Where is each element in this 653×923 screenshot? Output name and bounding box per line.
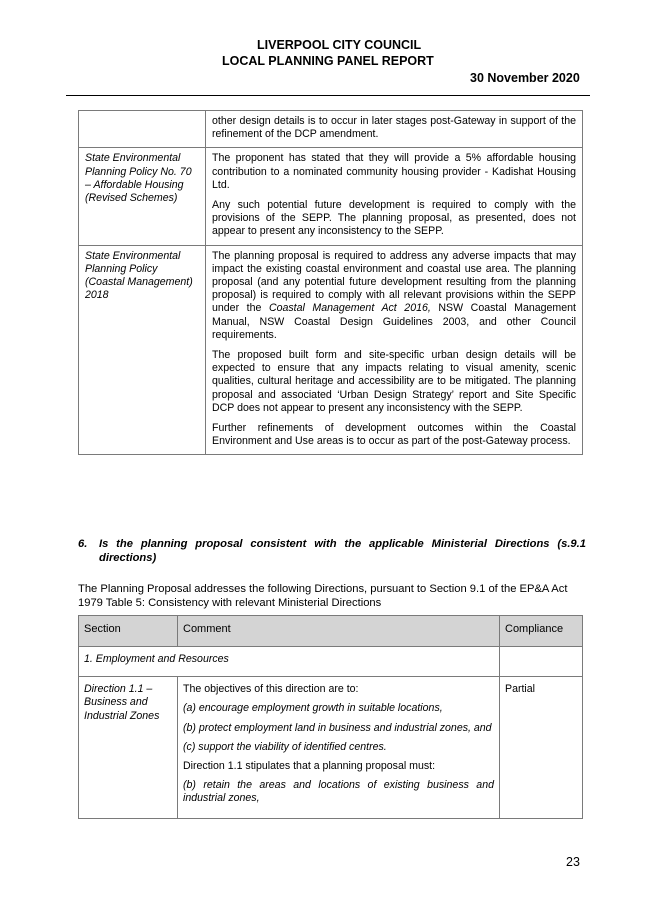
sepp-label: State Environmental Planning Policy (Coastal Management) 2018 bbox=[79, 245, 206, 455]
paragraph: The proposed built form and site-specific urban design details will be expected to ensure that any impacts relating to visual amenity, scenic qualities, cultural heritage and accessibility are to be mitigated. The planning proposal and associated ‘Urban Design Strategy’ report and Site Specific DCP does not appear to present any inconsistency with the SEPP. bbox=[212, 349, 576, 414]
direction-name: Direction 1.1 – Business and Industrial Zones bbox=[79, 677, 178, 818]
sepp-comment bbox=[206, 245, 583, 455]
paragraph: (a) encourage employment growth in suitable locations, bbox=[183, 702, 443, 715]
direction-comment bbox=[178, 677, 500, 818]
sepp-label bbox=[79, 111, 206, 148]
compliance-value: Partial bbox=[500, 677, 583, 818]
council-name: LIVERPOOL CITY COUNCIL bbox=[257, 38, 422, 52]
sepp-comment bbox=[206, 148, 583, 245]
intro-paragraph: The Planning Proposal addresses the following Directions, pursuant to Section 9.1 of the EP&A Act 1979 Table 5: Consistency with relevant Ministerial Directions bbox=[78, 583, 568, 609]
paragraph: Direction 1.1 stipulates that a planning proposal must: bbox=[183, 760, 436, 773]
text-run: NSW Coastal Management Manual, NSW Coastal Design Guidelines 2003, and other Council requirements. bbox=[212, 302, 576, 341]
question-text: Is the planning proposal consistent with the applicable Ministerial Directions (s.9.1 directions) bbox=[99, 538, 586, 564]
group-row bbox=[79, 647, 583, 677]
table-row bbox=[79, 245, 583, 455]
col-header-compliance: Compliance bbox=[500, 616, 583, 647]
sepp-table bbox=[78, 110, 583, 455]
paragraph: (c) support the viability of identified centres. bbox=[183, 740, 387, 753]
paragraph: The proponent has stated that they will provide a 5% affordable housing contribution to a nominated community housing provider - Kadishat Housing Ltd. bbox=[212, 152, 576, 191]
paragraph: (b) protect employment land in business and industrial zones, and bbox=[183, 721, 492, 734]
paragraph: other design details is to occur in later stages post-Gateway in support of the refinement of the DCP amendment. bbox=[212, 115, 576, 141]
sepp-comment bbox=[206, 111, 583, 148]
group-title: 1. Employment and Resources bbox=[79, 647, 500, 677]
paragraph bbox=[212, 250, 576, 342]
act-reference: Coastal Management Act 2016, bbox=[268, 302, 431, 315]
page-number: 23 bbox=[566, 855, 580, 869]
report-title: LOCAL PLANNING PANEL REPORT bbox=[222, 54, 434, 68]
empty-cell bbox=[500, 647, 583, 677]
paragraph: (b) retain the areas and locations of existing business and industrial zones, bbox=[183, 779, 494, 805]
paragraph: Further refinements of development outcomes within the Coastal Environment and Use areas is to occur as part of the post-Gateway process. bbox=[212, 422, 576, 448]
question-number: 6. bbox=[78, 538, 88, 550]
table-row bbox=[79, 111, 583, 148]
section-question bbox=[78, 537, 586, 565]
text-run: The planning proposal is required to address any adverse impacts that may impact the existing coastal environment and coastal use area. The planning proposal (and any potential future development resulting from the planning proposal) is required to comply with all relevant provisions within the SEPP under the bbox=[212, 249, 576, 315]
table-row bbox=[79, 677, 583, 818]
directions-table bbox=[78, 615, 583, 819]
sepp-label: State Environmental Planning Policy No. 70 – Affordable Housing (Revised Schemes) bbox=[79, 148, 206, 245]
col-header-comment: Comment bbox=[178, 616, 500, 647]
paragraph: Any such potential future development is required to comply with the provisions of the SEPP. The planning proposal, as presented, does not appear to present any inconsistency to the SEPP. bbox=[212, 199, 576, 238]
col-header-section: Section bbox=[79, 616, 178, 647]
report-date: 30 November 2020 bbox=[470, 71, 580, 85]
table-header-row bbox=[79, 616, 583, 647]
paragraph: The objectives of this direction are to: bbox=[183, 683, 359, 696]
table-row bbox=[79, 148, 583, 245]
header-divider bbox=[66, 95, 590, 96]
